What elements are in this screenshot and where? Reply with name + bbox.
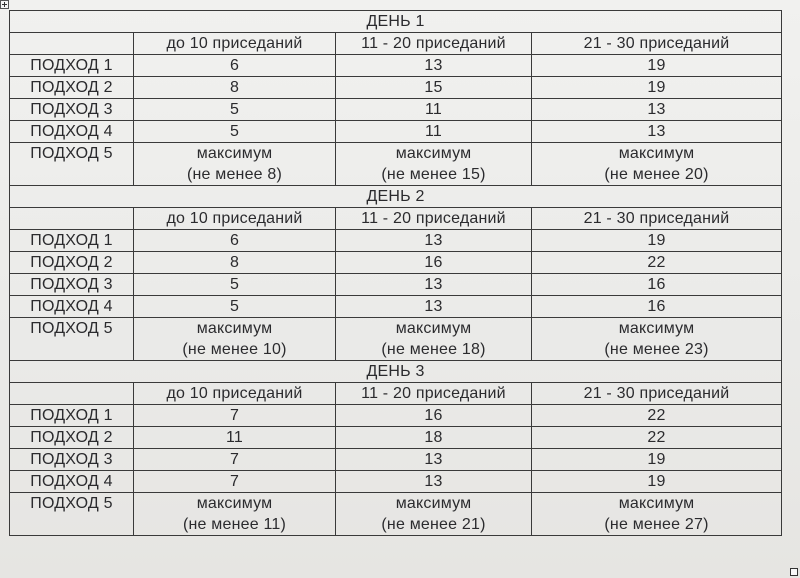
- table-row: [10, 274, 782, 296]
- table-row: [10, 405, 782, 427]
- rep-count-cell[interactable]: 13: [336, 230, 532, 252]
- table-row: [10, 449, 782, 471]
- table-row: [10, 296, 782, 318]
- max-word: максимум: [395, 145, 472, 162]
- set-label[interactable]: ПОДХОД 5: [10, 318, 134, 361]
- rep-count-cell[interactable]: 5: [134, 99, 336, 121]
- rep-count-cell[interactable]: 16: [532, 296, 782, 318]
- table-row-max: [10, 318, 782, 361]
- rep-count-cell[interactable]: 13: [532, 99, 782, 121]
- set-label[interactable]: ПОДХОД 2: [10, 427, 134, 449]
- rep-count-cell[interactable]: 6: [134, 230, 336, 252]
- min-requirement: (не менее 18): [381, 341, 486, 358]
- max-rep-cell[interactable]: [134, 143, 336, 186]
- rep-count-cell[interactable]: 19: [532, 55, 782, 77]
- column-header-row: [10, 383, 782, 405]
- set-label[interactable]: ПОДХОД 3: [10, 449, 134, 471]
- rep-count-cell[interactable]: 8: [134, 252, 336, 274]
- min-requirement: (не менее 11): [182, 516, 287, 533]
- header-blank-cell[interactable]: [10, 208, 134, 230]
- max-word: максимум: [196, 145, 273, 162]
- min-requirement: (не менее 20): [604, 166, 709, 183]
- column-header[interactable]: до 10 приседаний: [134, 33, 336, 55]
- day-title[interactable]: ДЕНЬ 3: [10, 361, 782, 383]
- table-resize-handle-icon[interactable]: [790, 568, 798, 576]
- rep-count-cell[interactable]: 5: [134, 274, 336, 296]
- table-row: [10, 252, 782, 274]
- rep-count-cell[interactable]: 13: [532, 121, 782, 143]
- max-rep-cell[interactable]: [134, 493, 336, 536]
- header-blank-cell[interactable]: [10, 383, 134, 405]
- rep-count-cell[interactable]: 5: [134, 121, 336, 143]
- rep-count-cell[interactable]: 11: [336, 99, 532, 121]
- set-label[interactable]: ПОДХОД 4: [10, 121, 134, 143]
- max-rep-cell[interactable]: [532, 493, 782, 536]
- table-row: [10, 427, 782, 449]
- max-rep-cell[interactable]: [532, 143, 782, 186]
- set-label[interactable]: ПОДХОД 5: [10, 143, 134, 186]
- rep-count-cell[interactable]: 13: [336, 471, 532, 493]
- rep-count-cell[interactable]: 11: [134, 427, 336, 449]
- max-word: максимум: [618, 145, 695, 162]
- rep-count-cell[interactable]: 13: [336, 296, 532, 318]
- column-header-row: [10, 33, 782, 55]
- table-row: [10, 471, 782, 493]
- column-header[interactable]: 21 - 30 приседаний: [532, 208, 782, 230]
- day-title-row: [10, 361, 782, 383]
- table-row-max: [10, 493, 782, 536]
- rep-count-cell[interactable]: 7: [134, 449, 336, 471]
- column-header[interactable]: 11 - 20 приседаний: [336, 208, 532, 230]
- min-requirement: (не менее 27): [604, 516, 709, 533]
- set-label[interactable]: ПОДХОД 3: [10, 99, 134, 121]
- rep-count-cell[interactable]: 13: [336, 55, 532, 77]
- max-word: максимум: [618, 495, 695, 512]
- rep-count-cell[interactable]: 19: [532, 230, 782, 252]
- day-title-row: [10, 186, 782, 208]
- set-label[interactable]: ПОДХОД 1: [10, 55, 134, 77]
- min-requirement: (не менее 23): [604, 341, 709, 358]
- column-header-row: [10, 208, 782, 230]
- table-row-max: [10, 143, 782, 186]
- rep-count-cell[interactable]: 16: [336, 252, 532, 274]
- rep-count-cell[interactable]: 19: [532, 449, 782, 471]
- rep-count-cell[interactable]: 8: [134, 77, 336, 99]
- max-rep-cell[interactable]: [134, 318, 336, 361]
- rep-count-cell[interactable]: 13: [336, 449, 532, 471]
- table-row: [10, 99, 782, 121]
- column-header[interactable]: до 10 приседаний: [134, 383, 336, 405]
- rep-count-cell[interactable]: 22: [532, 405, 782, 427]
- rep-count-cell[interactable]: 16: [532, 274, 782, 296]
- max-rep-cell[interactable]: [336, 318, 532, 361]
- rep-count-cell[interactable]: 19: [532, 471, 782, 493]
- rep-count-cell[interactable]: 19: [532, 77, 782, 99]
- squat-plan-table[interactable]: [9, 10, 782, 536]
- min-requirement: (не менее 10): [182, 341, 287, 358]
- column-header[interactable]: 11 - 20 приседаний: [336, 383, 532, 405]
- rep-count-cell[interactable]: 15: [336, 77, 532, 99]
- max-rep-cell[interactable]: [532, 318, 782, 361]
- rep-count-cell[interactable]: 5: [134, 296, 336, 318]
- rep-count-cell[interactable]: 6: [134, 55, 336, 77]
- max-word: максимум: [196, 495, 273, 512]
- set-label[interactable]: ПОДХОД 1: [10, 230, 134, 252]
- set-label[interactable]: ПОДХОД 2: [10, 77, 134, 99]
- table-row: [10, 55, 782, 77]
- set-label[interactable]: ПОДХОД 4: [10, 471, 134, 493]
- min-requirement: (не менее 21): [381, 516, 486, 533]
- day-title[interactable]: ДЕНЬ 2: [10, 186, 782, 208]
- set-label[interactable]: ПОДХОД 3: [10, 274, 134, 296]
- max-rep-cell[interactable]: [336, 493, 532, 536]
- rep-count-cell[interactable]: 7: [134, 471, 336, 493]
- column-header[interactable]: 11 - 20 приседаний: [336, 33, 532, 55]
- column-header[interactable]: 21 - 30 приседаний: [532, 33, 782, 55]
- min-requirement: (не менее 8): [186, 166, 283, 183]
- column-header[interactable]: 21 - 30 приседаний: [532, 383, 782, 405]
- rep-count-cell[interactable]: 11: [336, 121, 532, 143]
- max-word: максимум: [618, 320, 695, 337]
- rep-count-cell[interactable]: 22: [532, 427, 782, 449]
- set-label[interactable]: ПОДХОД 4: [10, 296, 134, 318]
- rep-count-cell[interactable]: 18: [336, 427, 532, 449]
- table-row: [10, 77, 782, 99]
- max-word: максимум: [395, 320, 472, 337]
- rep-count-cell[interactable]: 7: [134, 405, 336, 427]
- max-word: максимум: [196, 320, 273, 337]
- max-rep-cell[interactable]: [336, 143, 532, 186]
- min-requirement: (не менее 15): [381, 166, 486, 183]
- day-title[interactable]: ДЕНЬ 1: [10, 11, 782, 33]
- rep-count-cell[interactable]: 13: [336, 274, 532, 296]
- day-title-row: [10, 11, 782, 33]
- max-word: максимум: [395, 495, 472, 512]
- column-header[interactable]: до 10 приседаний: [134, 208, 336, 230]
- set-label[interactable]: ПОДХОД 5: [10, 493, 134, 536]
- set-label[interactable]: ПОДХОД 1: [10, 405, 134, 427]
- rep-count-cell[interactable]: 16: [336, 405, 532, 427]
- set-label[interactable]: ПОДХОД 2: [10, 252, 134, 274]
- rep-count-cell[interactable]: 22: [532, 252, 782, 274]
- table-row: [10, 121, 782, 143]
- table-move-handle-icon[interactable]: [0, 0, 9, 9]
- table-row: [10, 230, 782, 252]
- header-blank-cell[interactable]: [10, 33, 134, 55]
